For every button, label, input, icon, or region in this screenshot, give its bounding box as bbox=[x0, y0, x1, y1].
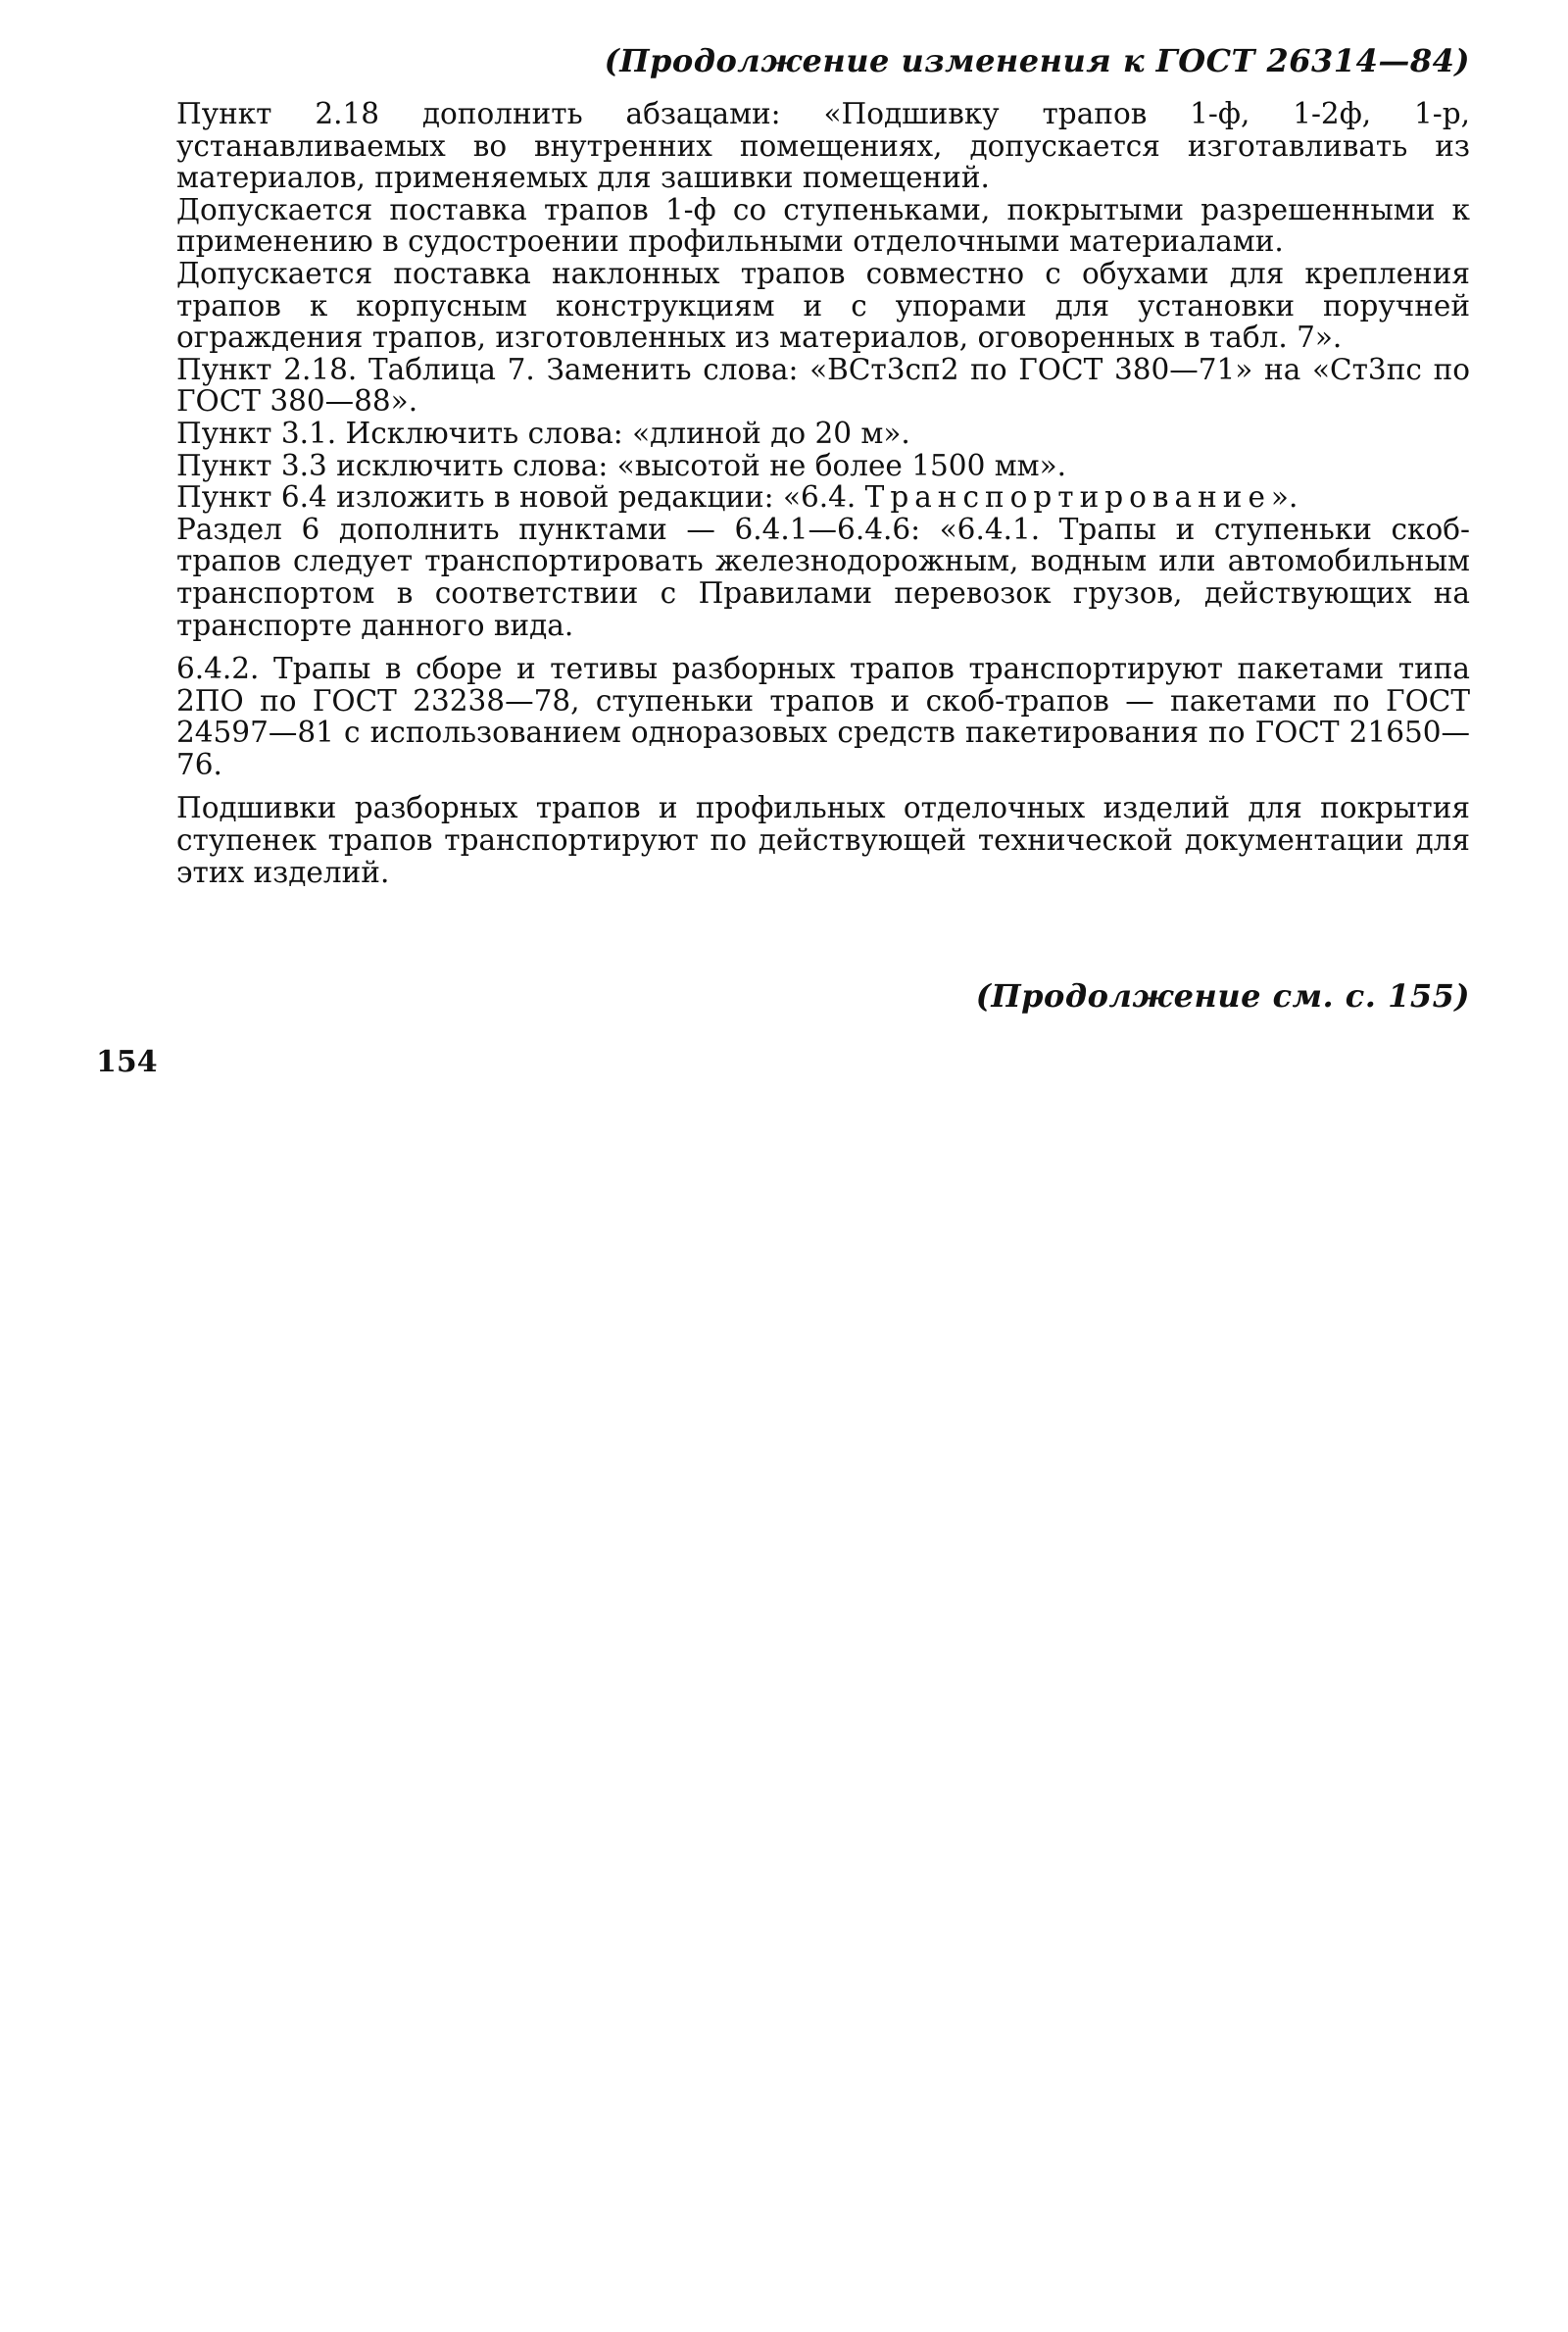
paragraph-lining: Подшивки разборных трапов и профильных отделочных изделий для покрытия ступенек трапов транспортируют по действующей технической документации для этих изделий. bbox=[176, 791, 1470, 889]
paragraph-6-4-prefix: Пункт 6.4 изложить в новой редакции: «6.4. bbox=[176, 480, 865, 515]
paragraph-6-4-2: 6.4.2. Трапы в сборе и тетивы разборных трапов транспортируют пакетами типа 2ПО по ГОСТ 23238—78, ступеньки трапов и скоб-трапов — пакетами по ГОСТ 24597—81 с использованием одноразовых средств пакетирования по ГОСТ 21650—76. bbox=[176, 652, 1470, 781]
paragraph-3-1: Пункт 3.1. Исключить слова: «длиной до 20 м». bbox=[176, 416, 910, 450]
paragraph-section-6: Раздел 6 дополнить пунктами — 6.4.1—6.4.6: «6.4.1. Трапы и ступеньки скоб-трапов следует транспортировать железнодорожным, водным или автомобильным транспортом в соответствии с Правилами перевозок грузов, действующих на транспорте данного вида. bbox=[176, 512, 1470, 642]
running-header: (Продолжение изменения к ГОСТ 26314—84) bbox=[604, 42, 1470, 79]
continuation-note: (Продолжение см. с. 155) bbox=[975, 977, 1470, 1015]
paragraph-3-3: Пункт 3.3 исключить слова: «высотой не более 1500 мм». bbox=[176, 448, 1067, 482]
document-body bbox=[176, 98, 1470, 888]
paragraph-table-7: Пункт 2.18. Таблица 7. Заменить слова: «ВСт3сп2 по ГОСТ 380—71» на «Ст3пс по ГОСТ 380—88». bbox=[176, 352, 1470, 419]
paragraph-6-4-title: Транспортирование bbox=[864, 480, 1271, 515]
paragraph-delivery-steps: Допускается поставка трапов 1-ф со ступеньками, покрытыми разрешенными к применению в судостроении профильными отделочными материалами. bbox=[176, 192, 1470, 259]
paragraph-6-4 bbox=[176, 481, 1470, 514]
paragraph-6-4-suffix: ». bbox=[1270, 480, 1298, 515]
page-number: 154 bbox=[96, 1045, 158, 1079]
paragraph-2-18-addition: Пункт 2.18 дополнить абзацами: «Подшивку трапов 1-ф, 1-2ф, 1-р, устанавливаемых во внутренних помещениях, допускается изготавливать из материалов, применяемых для зашивки помещений. bbox=[176, 97, 1470, 195]
paragraph-delivery-inclined: Допускается поставка наклонных трапов совместно с обухами для крепления трапов к корпусным конструкциям и с упорами для установки поручней ограждения трапов, изготовленных из материалов, оговоренных в табл. 7». bbox=[176, 256, 1470, 355]
